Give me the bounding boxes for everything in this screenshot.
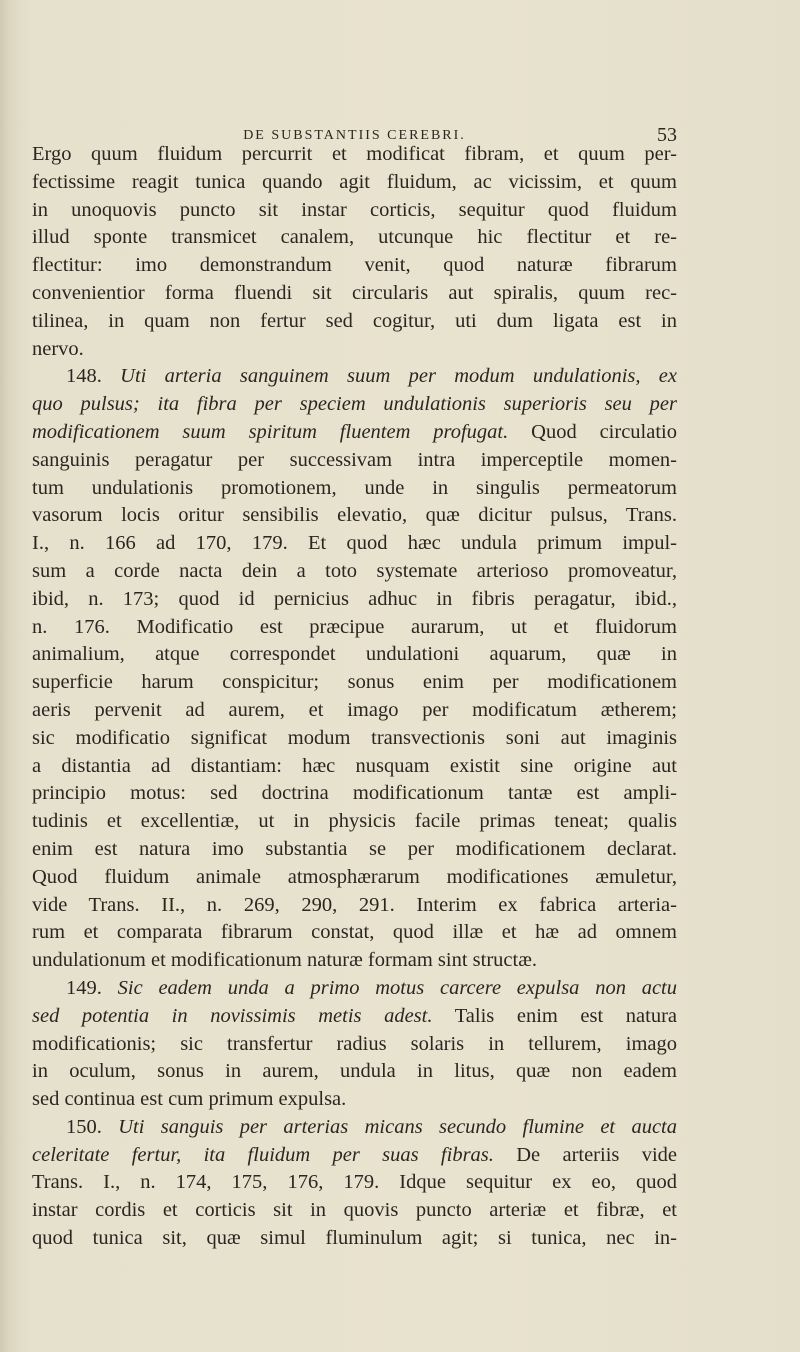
text-line — [32, 502, 677, 530]
text-segment: in oculum, sonus in aurem, undula in litus, quæ non eadem — [32, 1060, 677, 1083]
text-line — [32, 419, 677, 447]
text-segment: De arteriis vide — [493, 1143, 677, 1166]
text-segment: 148. — [66, 365, 121, 388]
text-line — [32, 1031, 677, 1059]
page-number: 53 — [657, 124, 677, 146]
text-line — [32, 947, 677, 975]
text-line — [32, 141, 677, 169]
text-segment: sic modificatio significat modum transvectionis soni aut imaginis — [32, 726, 677, 749]
text-line — [32, 697, 677, 725]
text-line — [32, 336, 677, 364]
italic-text: Sic eadem unda a primo motus carcere expulsa non actu — [117, 976, 678, 999]
text-line — [32, 1114, 677, 1142]
text-segment: illud sponte transmicet canalem, utcunque hic flectitur et re- — [32, 226, 677, 249]
text-line — [32, 586, 677, 614]
text-line — [32, 197, 677, 225]
italic-text: sed potentia in novissimis metis adest. — [32, 1004, 433, 1027]
text-line — [32, 530, 677, 558]
text-line — [32, 1086, 677, 1114]
italic-text: quo pulsus; ita fibra per speciem undulationis superioris seu per — [32, 393, 677, 416]
text-line — [32, 1197, 677, 1225]
text-segment: aeris pervenit ad aurem, et imago per modificatum ætherem; — [32, 698, 677, 721]
text-line — [32, 975, 677, 1003]
text-line — [32, 641, 677, 669]
text-line — [32, 363, 677, 391]
text-segment: tudinis et excellentiæ, ut in physicis facile primas teneat; qualis — [32, 810, 677, 833]
text-line — [32, 169, 677, 197]
text-segment: Talis enim est natura — [432, 1004, 677, 1027]
italic-text: Uti arteria sanguinem suum per modum undulationis, ex — [120, 365, 677, 388]
text-line — [32, 780, 677, 808]
text-segment: undulationum et modificationum naturæ formam sint structæ. — [32, 949, 538, 972]
text-segment: sed continua est cum primum expulsa. — [32, 1088, 347, 1111]
text-segment: tilinea, in quam non fertur sed cogitur, uti dum ligata est in — [32, 309, 677, 332]
text-line — [32, 1169, 677, 1197]
text-line — [32, 308, 677, 336]
text-line — [32, 1225, 677, 1253]
text-segment: vide Trans. II., n. 269, 290, 291. Interim ex fabrica arteria- — [32, 893, 677, 916]
text-line — [32, 1142, 677, 1170]
text-segment: I., n. 166 ad 170, 179. Et quod hæc undula primum impul- — [32, 532, 677, 555]
text-segment: enim est natura imo substantia se per modificationem declarat. — [32, 837, 677, 860]
text-segment: Trans. I., n. 174, 175, 176, 179. Idque sequitur ex eo, quod — [32, 1171, 677, 1194]
text-segment: ibid, n. 173; quod id pernicius adhuc in fibris peragatur, ibid., — [32, 587, 677, 610]
italic-text: modificationem suum spiritum fluentem profugat. — [32, 420, 509, 443]
text-segment: Quod fluidum animale atmosphærarum modificationes æmuletur, — [32, 865, 677, 888]
text-line — [32, 892, 677, 920]
text-segment: sanguinis peragatur per successivam intra imperceptile momen- — [32, 448, 677, 471]
running-title: DE SUBSTANTIIS CEREBRI. — [243, 128, 466, 143]
text-line — [32, 224, 677, 252]
text-line — [32, 1058, 677, 1086]
text-segment: n. 176. Modificatio est præcipue aurarum, ut et fluidorum — [32, 615, 677, 638]
text-segment: 149. — [66, 976, 118, 999]
text-segment: 150. — [66, 1115, 119, 1138]
text-line — [32, 808, 677, 836]
text-line — [32, 280, 677, 308]
italic-text: Uti sanguis per arterias micans secundo flumine et aucta — [118, 1115, 677, 1138]
text-line — [32, 919, 677, 947]
text-line — [32, 836, 677, 864]
text-segment: animalium, atque correspondet undulationi aquarum, quæ in — [32, 643, 677, 666]
text-line — [32, 669, 677, 697]
text-segment: quod tunica sit, quæ simul fluminulum agit; si tunica, nec in- — [32, 1227, 677, 1250]
text-segment: instar cordis et corticis sit in quovis puncto arteriæ et fibræ, et — [32, 1199, 677, 1222]
text-segment: vasorum locis oritur sensibilis elevatio, quæ dicitur pulsus, Trans. — [32, 504, 677, 527]
text-segment: flectitur: imo demonstrandum venit, quod naturæ fibrarum — [32, 254, 677, 277]
text-line — [32, 614, 677, 642]
text-segment: Ergo quum fluidum percurrit et modificat fibram, et quum per- — [32, 143, 677, 165]
text-segment: Quod circulatio — [508, 420, 677, 443]
text-line — [32, 391, 677, 419]
text-segment: principio motus: sed doctrina modificationum tantæ est ampli- — [32, 782, 677, 805]
text-segment: a distantia ad distantiam: hæc nusquam existit sine origine aut — [32, 754, 677, 777]
text-line — [32, 252, 677, 280]
text-segment: convenientior forma fluendi sit circularis aut spiralis, quum rec- — [32, 281, 677, 304]
text-line — [32, 864, 677, 892]
text-line — [32, 753, 677, 781]
text-line — [32, 725, 677, 753]
text-segment: tum undulationis promotionem, unde in singulis permeatorum — [32, 476, 677, 499]
text-segment: in unoquovis puncto sit instar corticis, sequitur quod fluidum — [32, 198, 677, 221]
text-line — [32, 558, 677, 586]
text-segment: superficie harum conspicitur; sonus enim per modificationem — [32, 671, 677, 694]
text-segment: nervo. — [32, 337, 84, 360]
text-segment: sum a corde nacta dein a toto systemate arterioso promoveatur, — [32, 559, 677, 582]
text-segment: modificationis; sic transfertur radius solaris in tellurem, imago — [32, 1032, 677, 1055]
text-line — [32, 475, 677, 503]
text-line — [32, 1003, 677, 1031]
text-line — [32, 447, 677, 475]
text-segment: fectissime reagit tunica quando agit fluidum, ac vicissim, et quum — [32, 170, 677, 193]
body-text — [32, 141, 677, 1253]
italic-text: celeritate fertur, ita fluidum per suas fibras. — [32, 1143, 494, 1166]
text-segment: rum et comparata fibrarum constat, quod illæ et hæ ad omnem — [32, 921, 677, 944]
